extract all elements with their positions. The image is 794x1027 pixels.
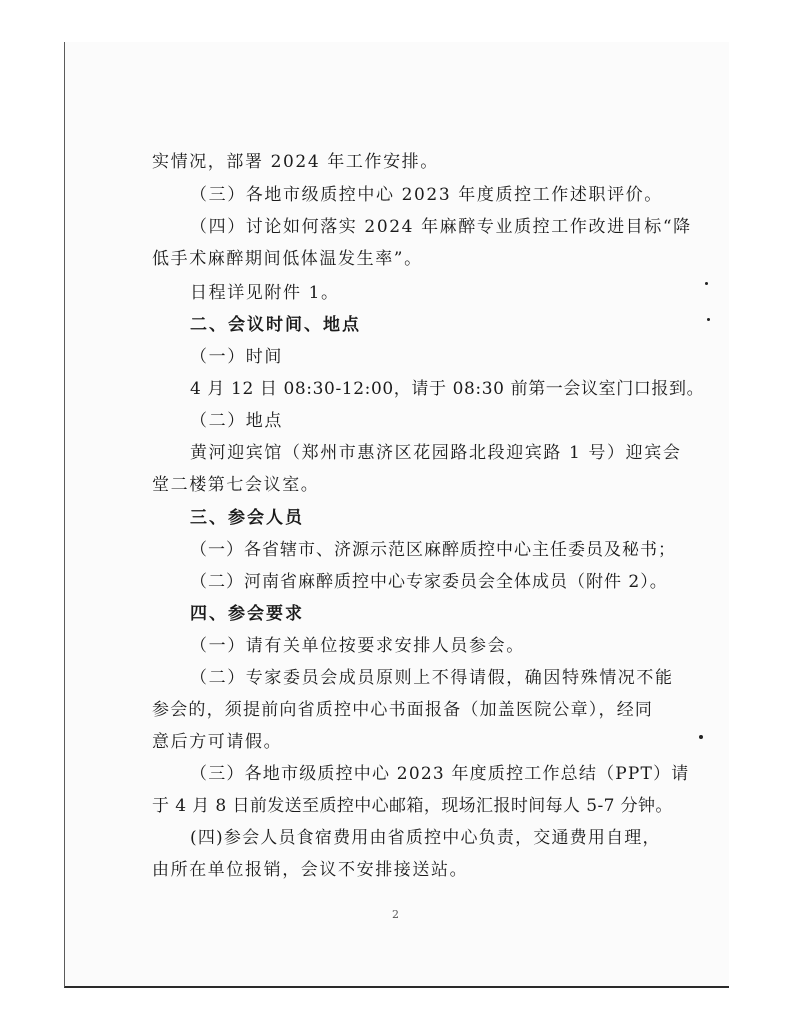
paragraph-line-place-2: 堂二楼第七会议室。 xyxy=(152,475,320,495)
paragraph-line-1: 实情况，部署 2024 年工作安排。 xyxy=(152,152,439,172)
paragraph-line-4: 低手术麻醉期间低体温发生率”。 xyxy=(152,249,423,269)
scan-speck xyxy=(707,318,710,321)
paragraph-line-req-4b: 由所在单位报销，会议不安排接送站。 xyxy=(152,860,469,880)
scan-speck xyxy=(699,735,703,739)
section-heading-3: 三、参会人员 xyxy=(190,508,304,528)
scan-speck xyxy=(705,282,708,285)
subheading-time: （一）时间 xyxy=(190,347,283,367)
paragraph-line-time: 4 月 12 日 08:30-12:00，请于 08:30 前第一会议室门口报到。 xyxy=(190,379,705,399)
paragraph-line-req-2a: （二）专家委员会成员原则上不得请假，确因特殊情况不能 xyxy=(190,668,674,688)
paragraph-line-req-1: （一）请有关单位按要求安排人员参会。 xyxy=(190,636,525,656)
paragraph-line-req-2b: 参会的，须提前向省质控中心书面报备（加盖医院公章），经同 xyxy=(152,700,654,720)
section-heading-2: 二、会议时间、地点 xyxy=(190,315,361,335)
paragraph-line-place-1: 黄河迎宾馆（郑州市惠济区花园路北段迎宾路 1 号）迎宾会 xyxy=(190,443,682,463)
section-heading-4: 四、参会要求 xyxy=(190,604,304,624)
page-number: 2 xyxy=(392,908,399,921)
subheading-place: （二）地点 xyxy=(190,411,283,431)
paragraph-line-req-4a: (四)参会人员食宿费用由省质控中心负责，交通费用自理， xyxy=(190,828,661,848)
paragraph-line-attendees-1: （一）各省辖市、济源示范区麻醉质控中心主任委员及秘书； xyxy=(190,540,676,560)
paragraph-line-attendees-2: （二）河南省麻醉质控中心专家委员会全体成员（附件 2）。 xyxy=(190,572,668,592)
paragraph-line-req-3a: （三）各地市级质控中心 2023 年度质控工作总结（PPT）请 xyxy=(190,764,690,784)
paragraph-line-req-2c: 意后方可请假。 xyxy=(152,732,283,752)
paragraph-line-5: 日程详见附件 1。 xyxy=(190,283,340,303)
paragraph-line-3: （四）讨论如何落实 2024 年麻醉专业质控工作改进目标“降 xyxy=(190,217,692,237)
paragraph-line-2: （三）各地市级质控中心 2023 年度质控工作述职评价。 xyxy=(190,185,663,205)
paragraph-line-req-3b: 于 4 月 8 日前发送至质控中心邮箱，现场汇报时间每人 5-7 分钟。 xyxy=(152,796,673,816)
